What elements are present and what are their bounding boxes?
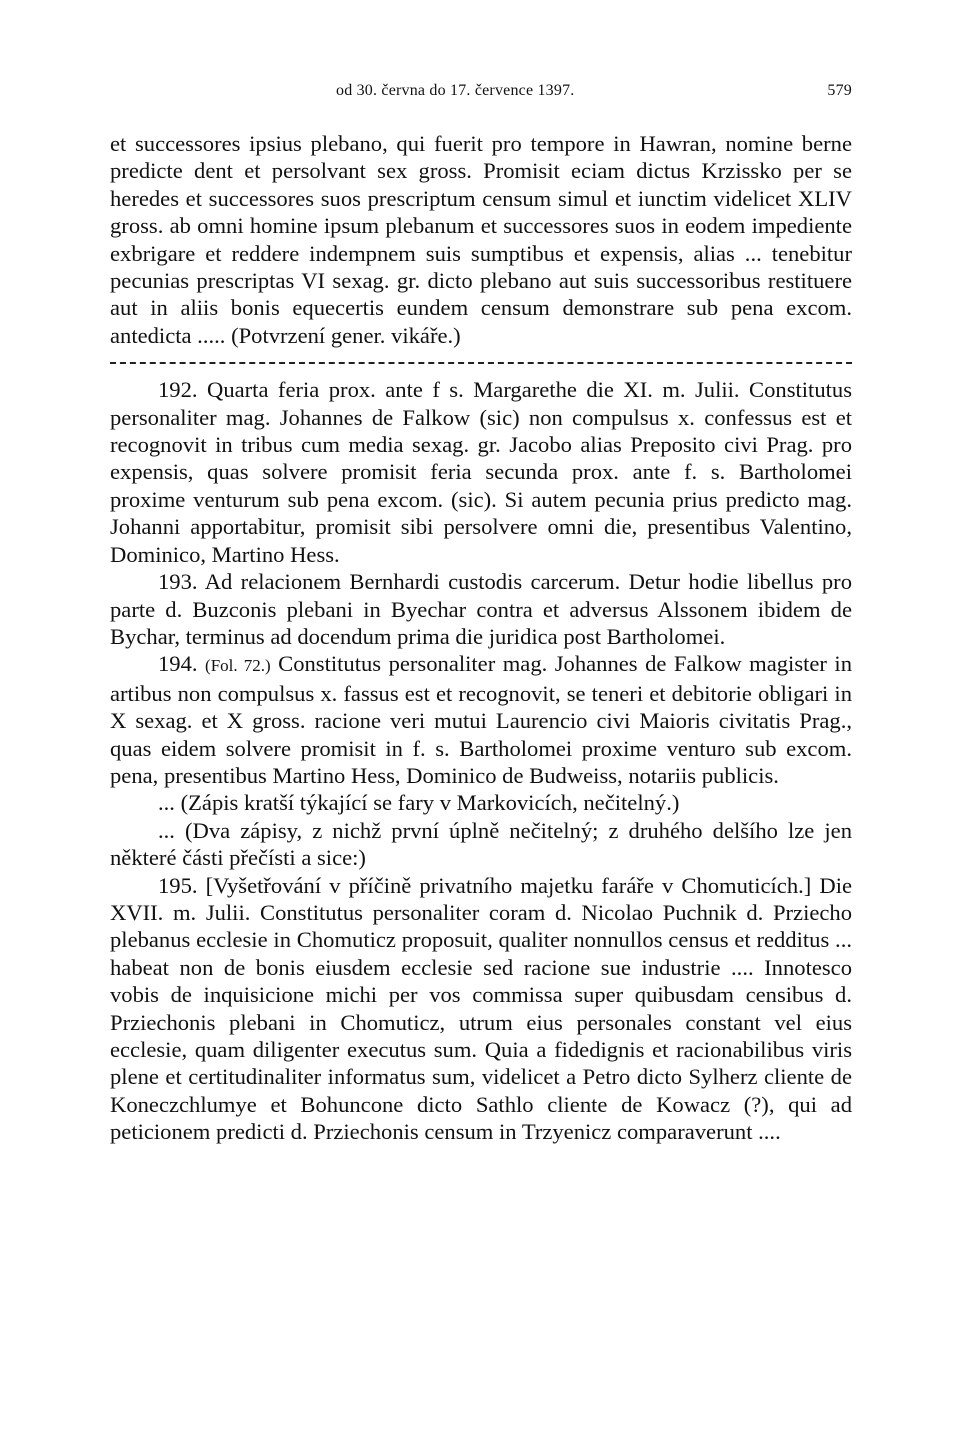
entry-text: Constitutus personaliter mag. Johannes de Falkow magister in artibus non compulsus x. fassus est et recognovit, se teneri et debitorie obligari in X sexag. et X gross. racione veri mutui Laurencio civi Maioris civitatis Prag., quas eidem solvere promisit in f. s. Bartholomei proxime venturo sub excom. pena, presentibus Martino Hess, Dominico de Budweiss, notariis publicis. <box>110 651 853 788</box>
editorial-note-two-entries <box>110 817 852 872</box>
entry-193 <box>110 568 852 650</box>
entry-number: 193. <box>158 569 198 595</box>
page-header <box>110 82 852 104</box>
continued-paragraph: et successores ipsius plebano, qui fuerit pro tempore in Hawran, nomine berne predicte dent et persolvant sex gross. Promisit eciam dictus Krzissko per se heredes et successores suos prescriptum censum simul et iunctim videlicet XLIV gross. ab omni homine ipsum plebanum et successores suos in eodem impediente exbrigare et reddere indempnem suis sumptibus et expensis, alias ... tenebitur pecunias prescriptas VI sexag. gr. dicto plebano aut suis successoribus restituere aut in aliis bonis equecertis eundem censum demonstrare sub pena excom. antedicta ..... (Potvrzení gener. vikáře.) <box>110 131 852 348</box>
entry-194 <box>110 650 852 789</box>
running-title: od 30. června do 17. července 1397. <box>336 82 575 99</box>
section-divider <box>110 362 852 364</box>
entry-text: ... (Zápis kratší týkající se fary v Markovicích, nečitelný.) <box>158 790 680 816</box>
folio-reference: (Fol. 72.) <box>205 656 271 676</box>
document-page <box>110 82 852 1146</box>
entry-195 <box>110 872 852 1146</box>
entry-number: 194. <box>158 651 198 677</box>
entry-text: ... (Dva zápisy, z nichž první úplně nečitelný; z druhého delšího lze jen některé části přečísti a sice:) <box>110 817 852 871</box>
entry-text: [Vyšetřování v příčině privatního majetku faráře v Chomuticích.] Die XVII. m. Julii. Constitutus personaliter coram d. Nicolao Puchnik d. Prziecho plebanus ecclesie in Chomuticz proposuit, qualiter nonnullos census et redditus ... habeat non de bonis eiusdem ecclesie sed racione sue industrie .... Innotesco vobis de inquisicione michi per vos commissa super quibusdam censibus d. Prziechonis plebani in Chomuticz, utrum eius personales constant vel eius ecclesie, quam diligenter executus sum. Quia a fidedignis et racionabilibus viris plene et certitudinaliter informatus sum, videlicet a Petro dicto Sylherz cliente de Koneczchlumye et Bohuncone dicto Sathlo cliente de Kowacz (?), qui ad peticionem predicti d. Prziechonis censum in Trzyenicz comparaverunt .... <box>110 872 853 1145</box>
entry-text: Quarta feria prox. ante f s. Margarethe die XI. m. Julii. Constitutus personaliter mag. Johannes de Falkow (sic) non compulsus x. confessus est et recognovit in tribus cum media sexag. gr. Jacobo alias Preposito civi Prag. pro expensis, quas solvere promisit feria secunda prox. ante f. s. Bartholomei proxime venturum sub pena excom. (sic). Si autem pecunia prius predicto mag. Johanni apportabitur, promisit sibi persolvere omni die, presentibus Valentino, Dominico, Martino Hess. <box>110 377 852 567</box>
entry-number: 195. <box>158 872 198 898</box>
editorial-note-markovice <box>110 789 852 816</box>
entry-192 <box>110 376 852 568</box>
page-number: 579 <box>827 82 852 99</box>
entry-text: Ad relacionem Bernhardi custodis carcerum. Detur hodie libellus pro parte d. Buzconis plebani in Byechar contra et adversus Alssonem ibidem de Bychar, terminus ad docendum prima die juridica post Bartholomei. <box>110 569 852 649</box>
entry-number: 192. <box>158 377 198 403</box>
